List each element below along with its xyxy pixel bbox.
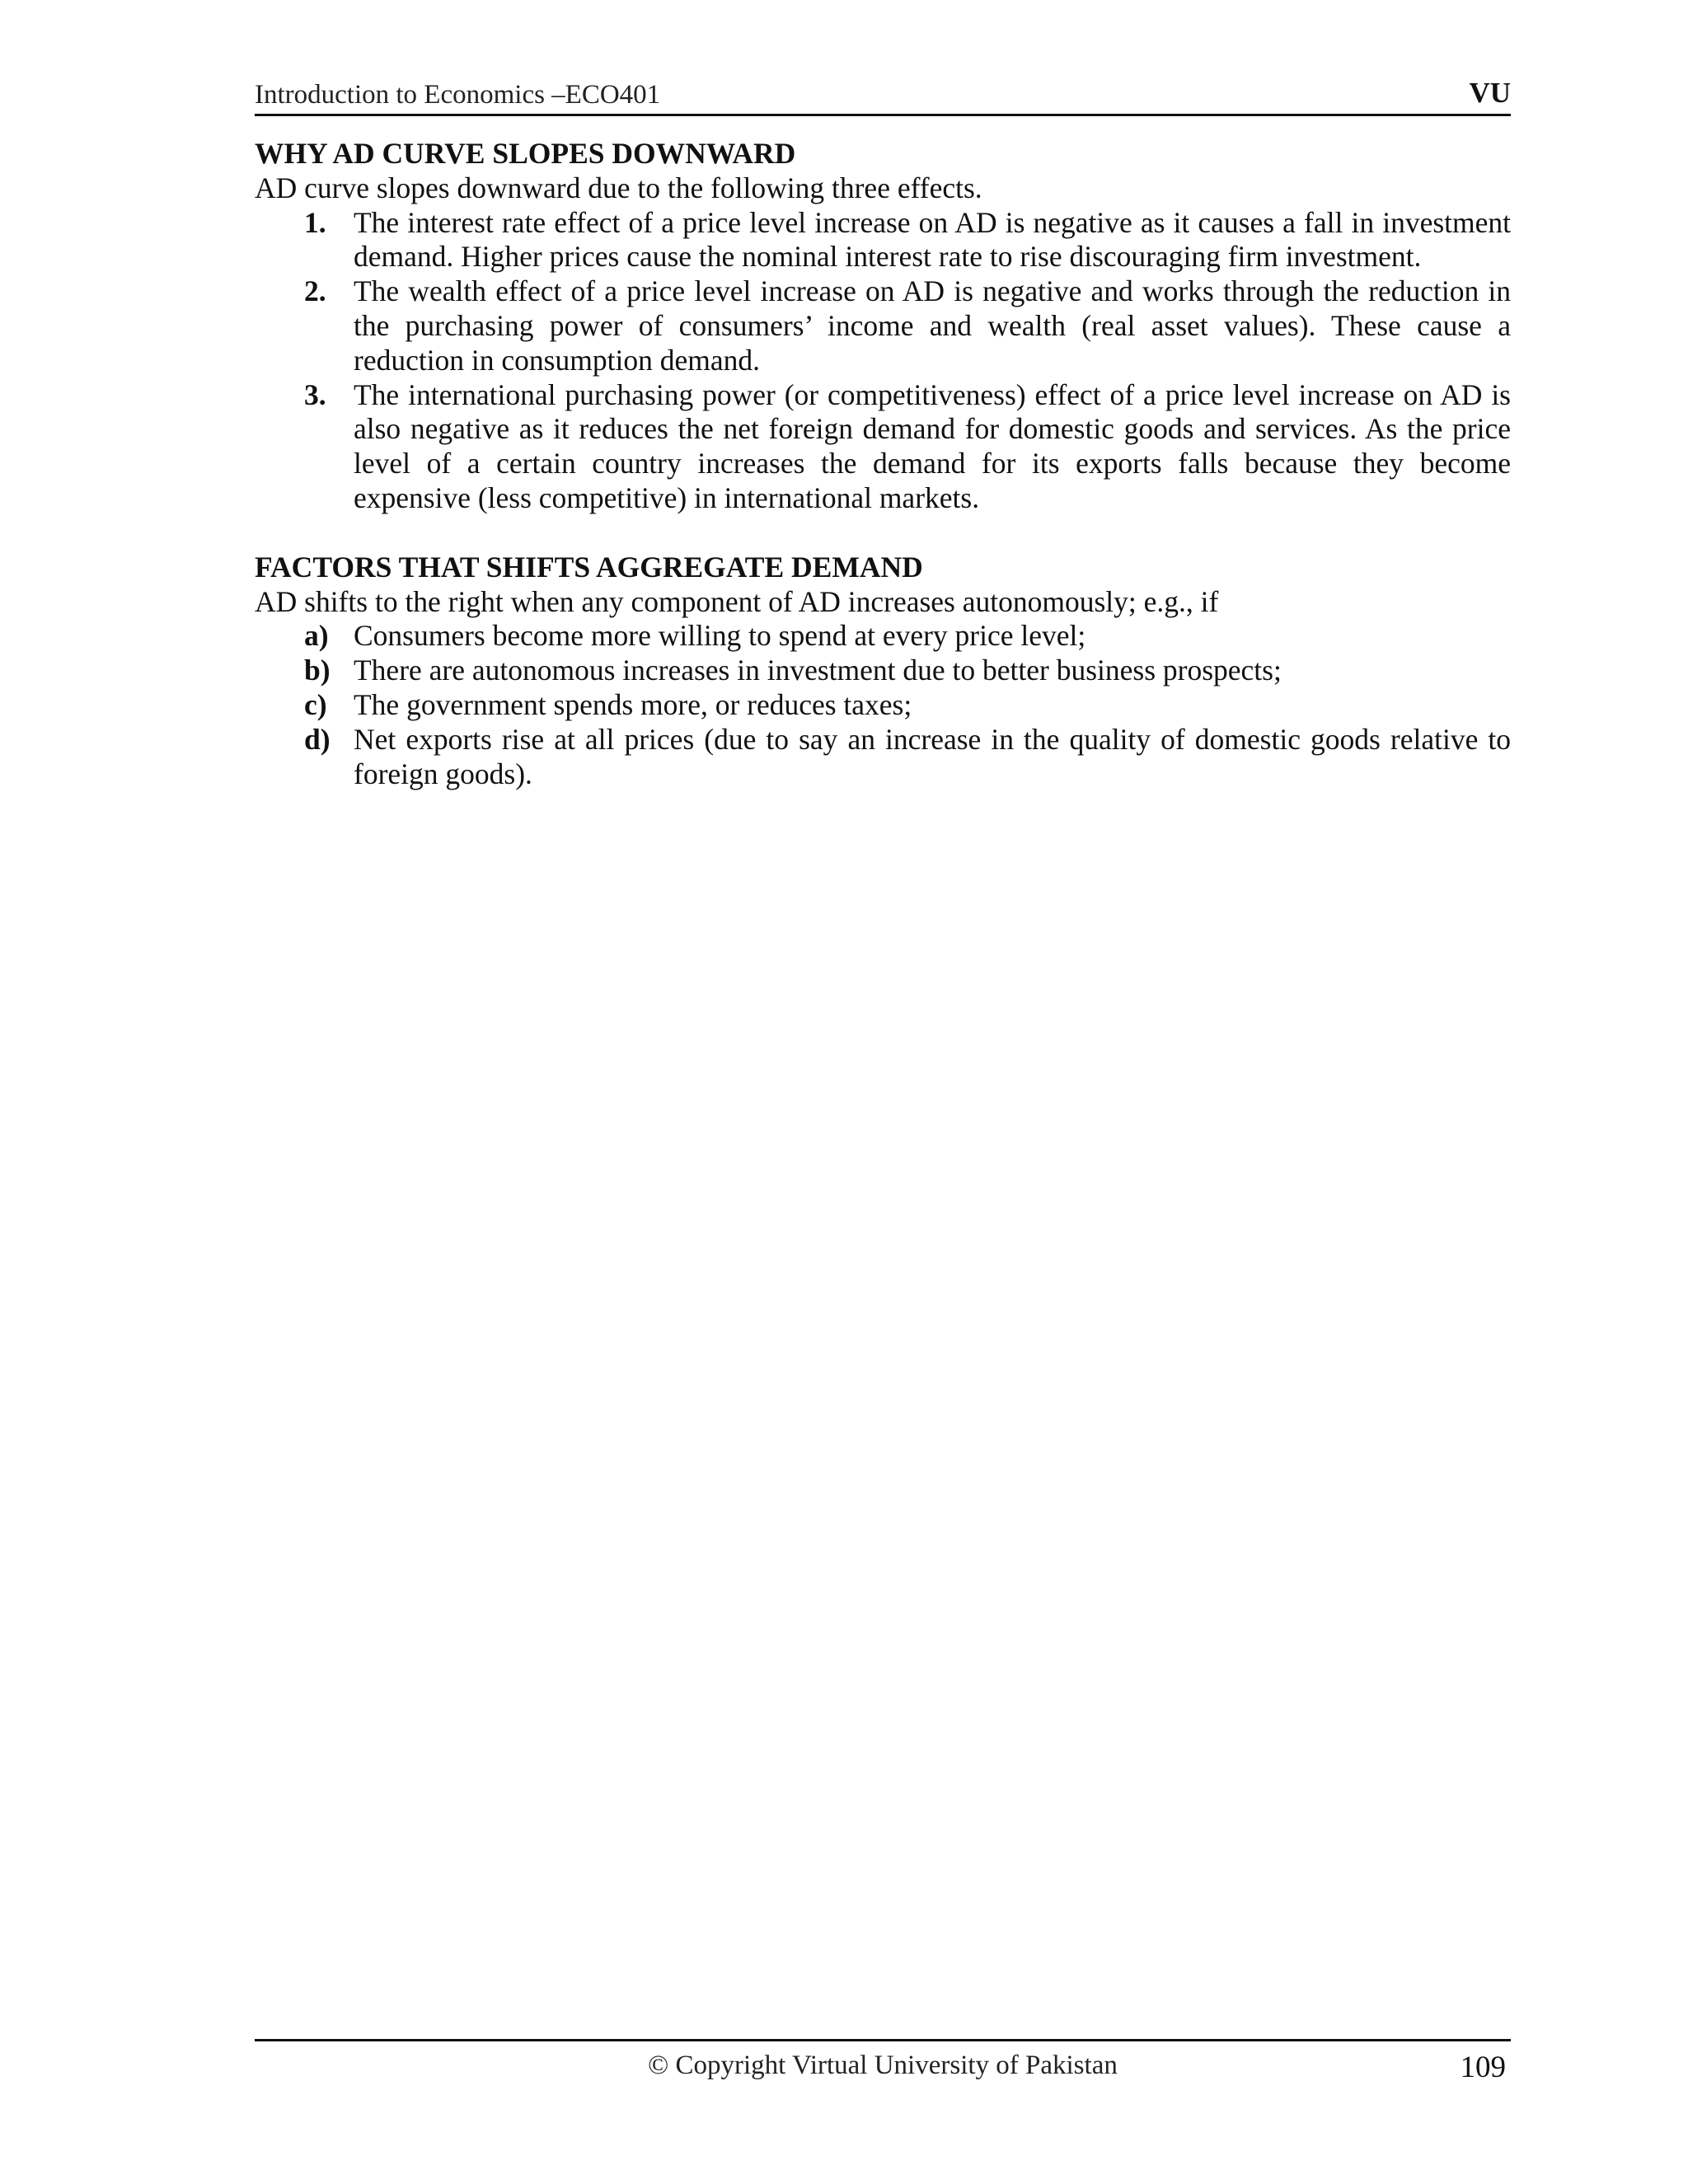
page-header [255,76,1511,116]
document-title: Introduction to Economics –ECO401 [255,80,661,110]
section-heading-ad-slope: WHY AD CURVE SLOPES DOWNWARD [255,137,796,170]
list-item-text: The international purchasing power (or competitiveness) effect of a price level increase on AD is also negative as it reduces the net foreign demand for domestic goods and services. As the price level of a certain country increases the demand for its exports falls because they become expensive (less competitive) in international markets. [354,377,1511,514]
list-item [255,619,1511,654]
list-item [255,723,1511,792]
list-item [255,378,1511,516]
page-footer [255,2039,1511,2099]
list-item-letter: b) [304,654,331,687]
list-item-text: Consumers become more willing to spend at every price level; [354,619,1086,653]
list-item-letter: d) [304,722,331,756]
list-item-text: There are autonomous increases in investment due to better business prospects; [354,654,1282,687]
list-item-text: The interest rate effect of a price level increase on AD is negative as it causes a fall in investment demand. Higher prices cause the nominal interest rate to rise discouraging firm investment. [354,205,1511,274]
list-item-text: The government spends more, or reduces taxes; [354,687,912,721]
university-mark: VU [1469,77,1511,109]
list-item-number: 2. [304,274,326,308]
copyright-notice: © Copyright Virtual University of Pakistan [648,2050,1118,2080]
list-item-letter: c) [304,687,327,721]
list-item [255,206,1511,275]
page-number: 109 [1460,2050,1506,2084]
factors-list [255,619,1511,791]
section-intro-ad-slope: AD curve slopes downward due to the following three effects. [255,171,982,204]
list-item-text: The wealth effect of a price level increase on AD is negative and works through the reduction in the purchasing power of consumers’ income and wealth (real asset values). These cause a reduction in consumption demand. [354,274,1511,377]
section-heading-ad-shifts: FACTORS THAT SHIFTS AGGREGATE DEMAND [255,550,923,583]
page-content [255,137,1511,791]
list-item-letter: a) [304,619,329,653]
list-item-number: 1. [304,205,326,239]
section-intro-ad-shifts: AD shifts to the right when any component of AD increases autonomously; e.g., if [255,584,1219,618]
section-spacer [255,516,1511,551]
list-item [255,274,1511,377]
list-item-number: 3. [304,377,326,411]
list-item [255,654,1511,688]
list-item [255,688,1511,723]
effects-list [255,206,1511,516]
list-item-text: Net exports rise at all prices (due to say an increase in the quality of domestic goods relative to foreign goods). [354,722,1511,790]
